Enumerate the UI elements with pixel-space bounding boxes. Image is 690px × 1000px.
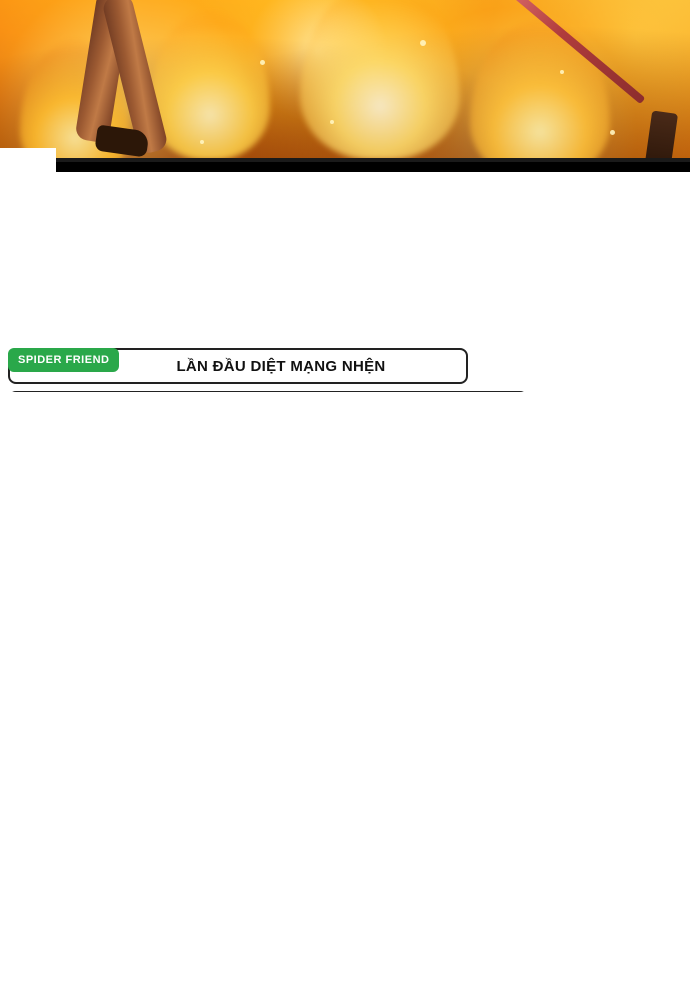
fire-scene-panel — [0, 0, 690, 172]
chat-username-badge: SPIDER FRIEND — [8, 348, 119, 372]
ember-spark — [200, 140, 204, 144]
panel-border — [0, 162, 690, 172]
chat-message-text: LẦN ĐẦU DIỆT MẠNG NHỆN — [176, 357, 386, 375]
ember-spark — [260, 60, 265, 65]
page-whitespace — [0, 392, 690, 1000]
ember-spark — [560, 70, 564, 74]
ember-spark — [610, 130, 615, 135]
ember-spark — [420, 40, 426, 46]
chat-message-row[interactable] — [8, 348, 468, 384]
flame-shape — [300, 0, 460, 160]
ember-spark — [330, 120, 334, 124]
panel-gutter — [0, 148, 56, 172]
